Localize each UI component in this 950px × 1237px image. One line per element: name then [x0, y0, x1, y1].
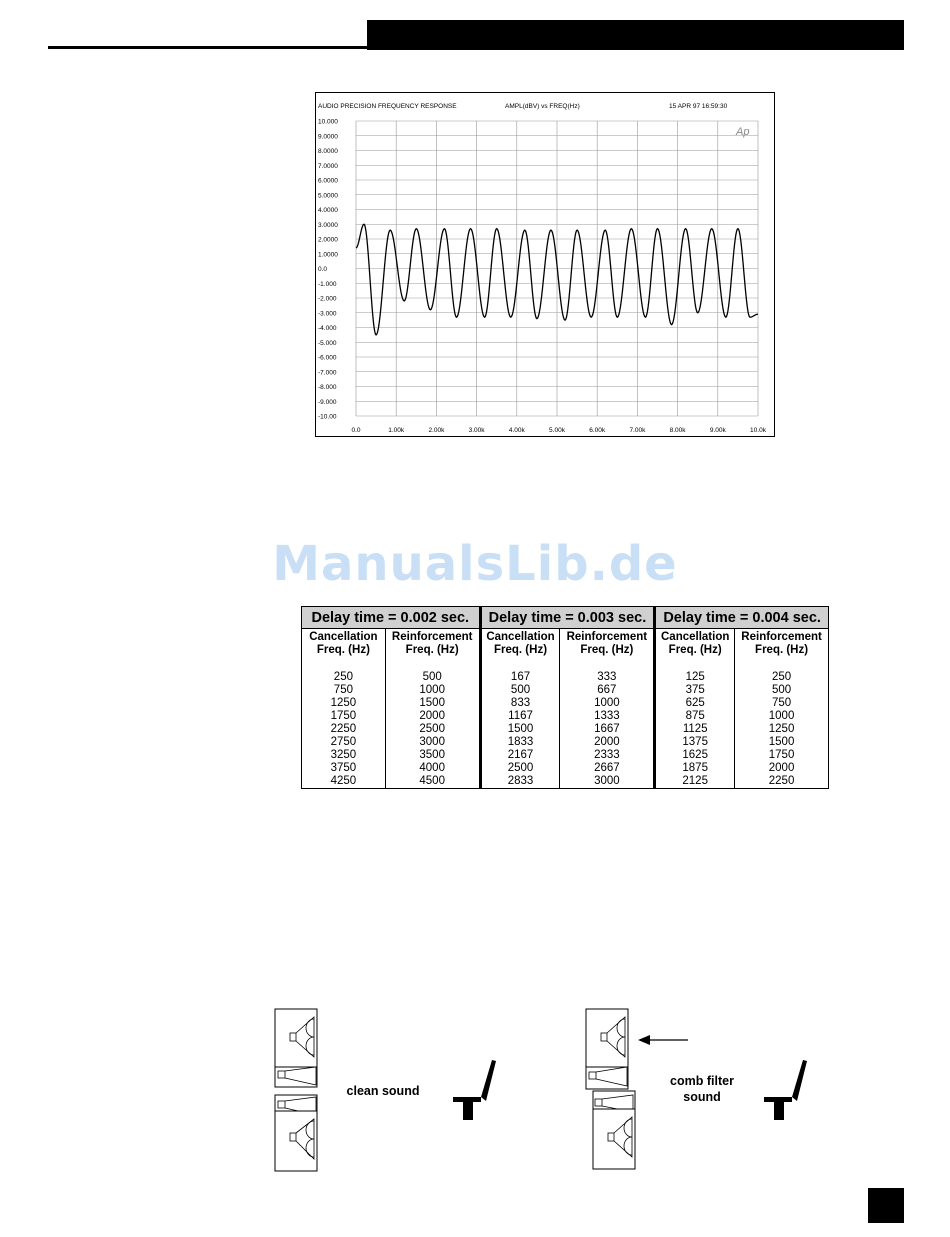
table-cell: 500 — [480, 684, 560, 697]
y-tick-label: 1.0000 — [318, 251, 338, 259]
table-spacer-cell — [655, 663, 735, 671]
table-row — [302, 697, 829, 710]
y-tick-label: 7.0000 — [318, 162, 338, 170]
x-tick-label: 3.00k — [468, 427, 485, 434]
microphone-stand-icon — [764, 1060, 807, 1120]
arrow-left-icon — [638, 1035, 688, 1045]
table-cell: 333 — [560, 671, 655, 684]
table-cell: 3000 — [385, 736, 480, 749]
table-spacer-cell — [385, 663, 480, 671]
table-cell: 4250 — [302, 775, 386, 789]
x-tick-label: 6.00k — [589, 427, 606, 434]
table-cell: 2500 — [480, 762, 560, 775]
comb-filter-caption-line1: comb filter — [670, 1074, 734, 1088]
table-row — [302, 710, 829, 723]
table-cell: 4000 — [385, 762, 480, 775]
x-tick-label: 10.0k — [750, 427, 766, 434]
x-tick-label: 9.00k — [709, 427, 726, 434]
table-cell: 500 — [385, 671, 480, 684]
comb-filter-caption-line2: sound — [683, 1090, 721, 1104]
table-cell: 2833 — [480, 775, 560, 789]
table-cell: 2125 — [655, 775, 735, 789]
y-tick-label: 10.000 — [318, 118, 338, 126]
col-header-reinforcement: Reinforcement Freq. (Hz) — [735, 629, 829, 664]
x-tick-label: 4.00k — [508, 427, 525, 434]
table-cell: 2000 — [385, 710, 480, 723]
y-tick-label: 9.0000 — [318, 133, 338, 141]
y-tick-label: -5.000 — [318, 339, 337, 347]
table-cell: 1250 — [735, 723, 829, 736]
group-header-0003: Delay time = 0.003 sec. — [480, 607, 655, 629]
chart-header-right: 15 APR 97 16:59:30 — [669, 103, 728, 110]
table-spacer-cell — [560, 663, 655, 671]
col-header-reinforcement: Reinforcement Freq. (Hz) — [560, 629, 655, 664]
table-cell: 167 — [480, 671, 560, 684]
table-cell: 1000 — [385, 684, 480, 697]
watermark: ManualsLib.de — [272, 536, 678, 592]
table-cell: 2667 — [560, 762, 655, 775]
table-cell: 1875 — [655, 762, 735, 775]
page-number-box — [868, 1188, 904, 1223]
table-cell: 2750 — [302, 736, 386, 749]
table-row — [302, 736, 829, 749]
y-tick-label: -4.000 — [318, 325, 337, 332]
table-cell: 1667 — [560, 723, 655, 736]
table-cell: 667 — [560, 684, 655, 697]
table-cell: 625 — [655, 697, 735, 710]
table-cell: 833 — [480, 697, 560, 710]
table-spacer-row — [302, 663, 829, 671]
table-cell: 2000 — [560, 736, 655, 749]
y-tick-label: -10.00 — [318, 413, 337, 421]
x-tick-label: 7.00k — [629, 427, 646, 434]
table-cell: 1833 — [480, 736, 560, 749]
table-cell: 375 — [655, 684, 735, 697]
header-rule — [48, 46, 368, 49]
y-tick-label: 5.0000 — [318, 192, 338, 200]
table-cell: 2333 — [560, 749, 655, 762]
table-cell: 1167 — [480, 710, 560, 723]
x-tick-label: 5.00k — [549, 427, 565, 434]
table-cell: 3000 — [560, 775, 655, 789]
y-tick-label: 3.0000 — [318, 221, 338, 229]
table-cell: 1500 — [735, 736, 829, 749]
table-cell: 1500 — [385, 697, 480, 710]
group-header-0002: Delay time = 0.002 sec. — [302, 607, 481, 629]
col-header-cancellation: Cancellation Freq. (Hz) — [302, 629, 386, 664]
table-row — [302, 671, 829, 684]
table-cell: 2250 — [302, 723, 386, 736]
microphone-stand-icon — [453, 1060, 496, 1120]
table-cell: 3750 — [302, 762, 386, 775]
x-tick-label: 2.00k — [428, 427, 445, 434]
y-tick-label: -2.000 — [318, 295, 337, 303]
table-cell: 1000 — [735, 710, 829, 723]
frequency-response-chart — [315, 92, 775, 437]
table-cell: 2250 — [735, 775, 829, 789]
table-cell: 2500 — [385, 723, 480, 736]
table-cell: 1375 — [655, 736, 735, 749]
table-cell: 4500 — [385, 775, 480, 789]
table-row — [302, 684, 829, 697]
table-cell: 1500 — [480, 723, 560, 736]
y-tick-label: 4.0000 — [318, 207, 338, 214]
y-tick-label: 6.0000 — [318, 177, 338, 185]
y-tick-label: -9.000 — [318, 398, 337, 406]
table-cell: 1125 — [655, 723, 735, 736]
col-header-reinforcement: Reinforcement Freq. (Hz) — [385, 629, 480, 664]
table-cell: 1333 — [560, 710, 655, 723]
x-tick-label: 0.0 — [351, 427, 361, 434]
y-tick-label: 0.0 — [318, 266, 328, 273]
table-row — [302, 723, 829, 736]
y-tick-label: 8.0000 — [318, 148, 338, 155]
y-tick-label: -8.000 — [318, 384, 337, 391]
table-row — [302, 762, 829, 775]
table-spacer-cell — [302, 663, 386, 671]
table-cell: 1750 — [735, 749, 829, 762]
group-header-0004: Delay time = 0.004 sec. — [655, 607, 829, 629]
table-cell: 875 — [655, 710, 735, 723]
chart-header-middle: AMPL(dBV) vs FREQ(Hz) — [505, 103, 580, 110]
table-cell: 500 — [735, 684, 829, 697]
col-header-cancellation: Cancellation Freq. (Hz) — [655, 629, 735, 664]
y-tick-label: -7.000 — [318, 369, 337, 377]
table-row — [302, 749, 829, 762]
header-bar — [367, 20, 904, 50]
table-cell: 3250 — [302, 749, 386, 762]
y-tick-label: -1.000 — [318, 280, 337, 288]
chart-header-left: AUDIO PRECISION FREQUENCY RESPONSE — [318, 103, 457, 110]
table-cell: 2167 — [480, 749, 560, 762]
table-cell: 1250 — [302, 697, 386, 710]
delay-frequency-table — [301, 606, 829, 789]
table-cell: 2000 — [735, 762, 829, 775]
table-cell: 250 — [302, 671, 386, 684]
x-tick-label: 8.00k — [669, 427, 686, 434]
table-cell: 750 — [302, 684, 386, 697]
y-tick-label: 2.0000 — [318, 236, 338, 244]
x-tick-label: 1.00k — [388, 427, 405, 434]
table-cell: 750 — [735, 697, 829, 710]
table-row — [302, 775, 829, 789]
clean-sound-caption: clean sound — [346, 1084, 420, 1098]
table-spacer-cell — [735, 663, 829, 671]
y-tick-label: -6.000 — [318, 354, 337, 362]
table-cell: 250 — [735, 671, 829, 684]
table-cell: 1625 — [655, 749, 735, 762]
col-header-cancellation: Cancellation Freq. (Hz) — [480, 629, 560, 664]
table-cell: 125 — [655, 671, 735, 684]
table-cell: 1000 — [560, 697, 655, 710]
table-spacer-cell — [480, 663, 560, 671]
y-tick-label: -3.000 — [318, 310, 337, 318]
table-cell: 1750 — [302, 710, 386, 723]
table-cell: 3500 — [385, 749, 480, 762]
comb-filter-caption — [656, 1073, 748, 1105]
ap-logo: Ap — [736, 126, 750, 138]
